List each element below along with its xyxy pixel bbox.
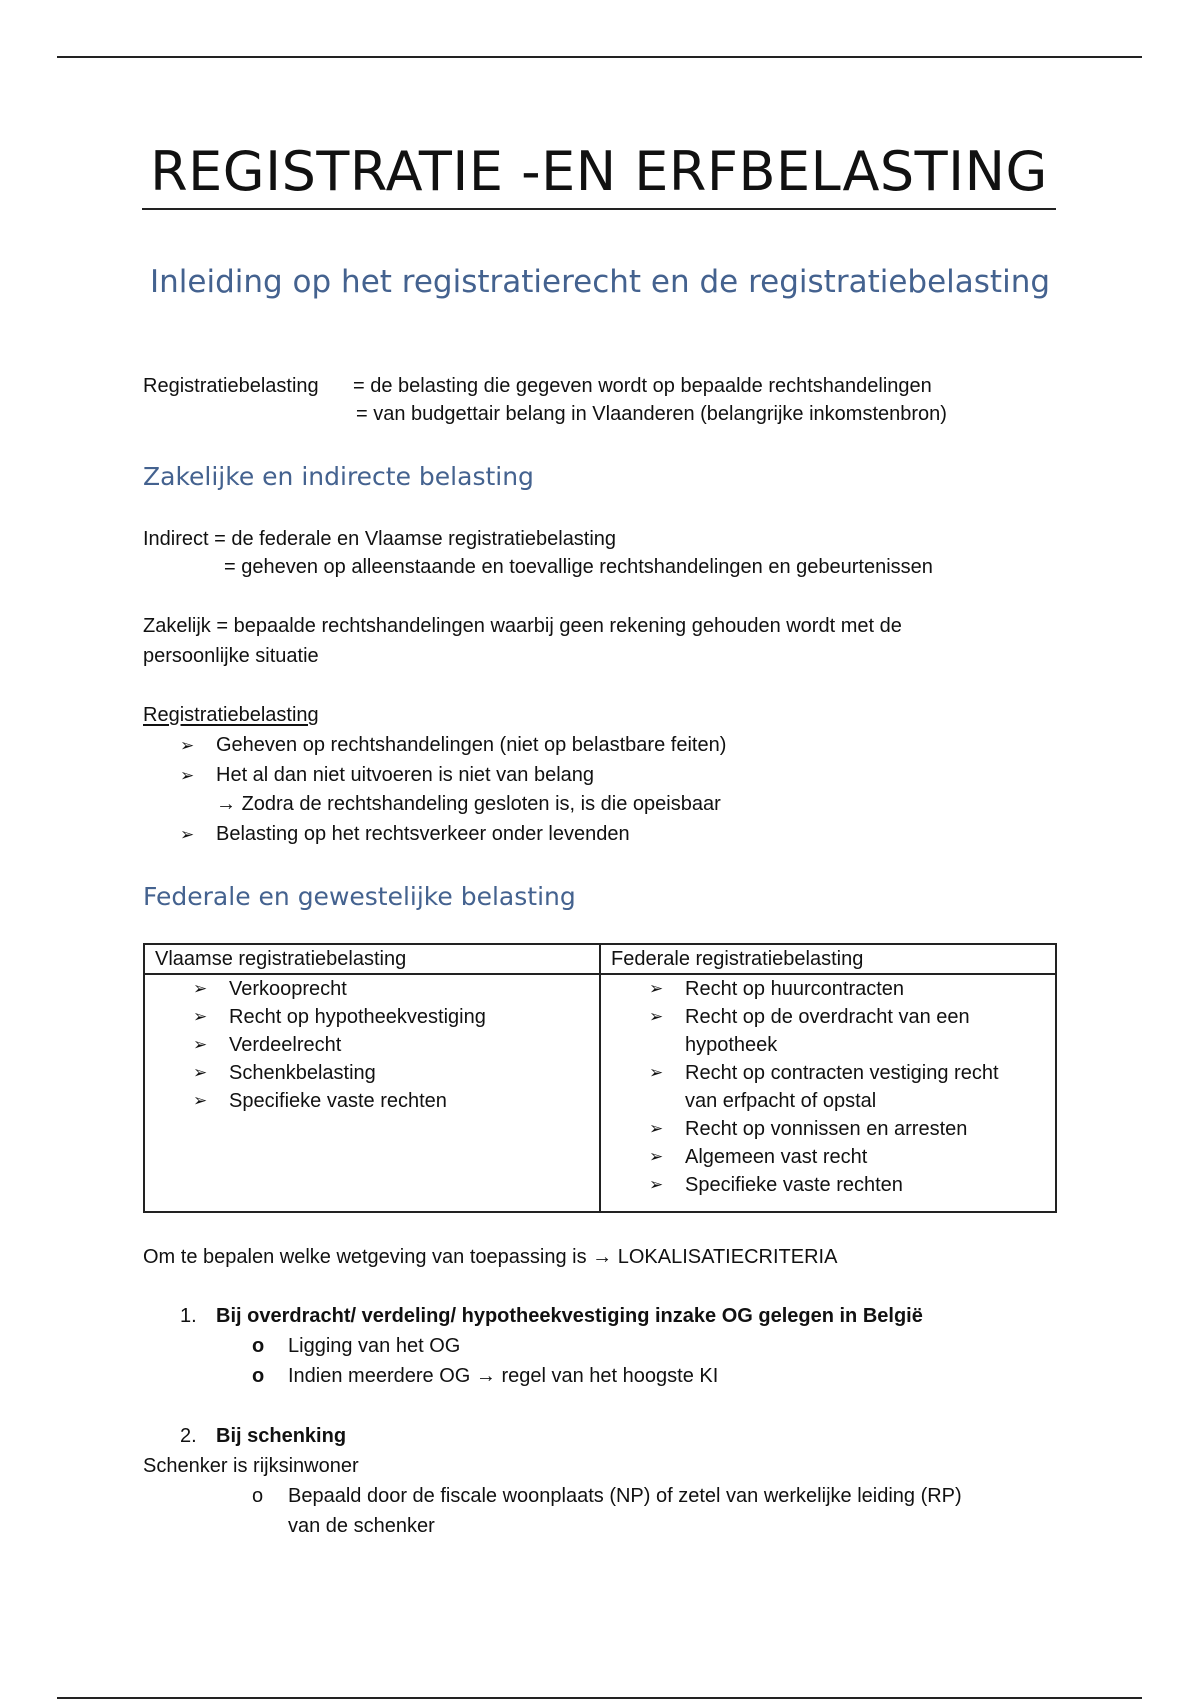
bullet-arrow-icon: ➢: [193, 1091, 208, 1110]
table-list-item: ➢ Algemeen vast recht: [649, 1143, 1035, 1171]
zakelijk-line-1: Zakelijk = bepaalde rechtshandelingen waarbij geen rekening gehouden wordt met de: [143, 615, 902, 637]
bullet-arrow-icon: ➢: [193, 1007, 208, 1026]
bullet-arrow-icon: ➢: [193, 1063, 208, 1082]
table-list-item: ➢ Schenkbelasting: [193, 1059, 599, 1087]
table-list-item: ➢ Verdeelrecht: [193, 1031, 599, 1059]
table-list-item: ➢ Recht op de overdracht van een hypotheek: [649, 1003, 1035, 1059]
list-item: ➢ Belasting op het rechtsverkeer onder levenden: [180, 820, 194, 849]
heading-federaal: Federale en gewestelijke belasting: [143, 882, 576, 911]
sub-item: o Indien meerdere OG → regel van het hoogste KI: [252, 1365, 719, 1387]
circle-bullet-icon: o: [252, 1485, 264, 1507]
bullet-arrow-icon: ➢: [193, 1035, 208, 1054]
circle-bullet-icon: o: [252, 1365, 265, 1387]
right-arrow-icon: →: [216, 793, 236, 815]
list-title: Registratiebelasting: [143, 704, 319, 726]
bullet-arrow-icon: ➢: [649, 1147, 664, 1166]
comparison-table: [143, 943, 1057, 1213]
item-number: 2.: [180, 1425, 197, 1447]
top-rule: [57, 56, 1142, 58]
heading-zakelijk: Zakelijke en indirecte belasting: [143, 462, 534, 491]
intro-term: Registratiebelasting: [143, 375, 319, 397]
bullet-arrow-icon: ➢: [180, 736, 195, 755]
right-arrow-icon: →: [475, 1365, 496, 1387]
document-title: REGISTRATIE -EN ERFBELASTING: [142, 140, 1056, 210]
table-cell-vlaams: [144, 974, 600, 1212]
arrow-note: → Zodra de rechtshandeling gesloten is, is die opeisbaar: [216, 793, 721, 815]
intro-def-2: = van budgettair belang in Vlaanderen (belangrijke inkomstenbron): [356, 403, 947, 425]
table-list-item: ➢ Recht op hypotheekvestiging: [193, 1003, 599, 1031]
table-list-item: ➢ Recht op vonnissen en arresten: [649, 1115, 1035, 1143]
bullet-arrow-icon: ➢: [193, 979, 208, 998]
criteria-value: LOKALISATIECRITERIA: [617, 1246, 838, 1268]
table-list-item: ➢ Recht op huurcontracten: [649, 975, 1035, 1003]
bullet-arrow-icon: ➢: [180, 825, 195, 844]
right-arrow-icon: →: [592, 1246, 613, 1268]
item-label: Bij schenking: [216, 1425, 347, 1447]
zakelijk-line-2: persoonlijke situatie: [143, 645, 319, 667]
item-label: Bij overdracht/ verdeling/ hypotheekvestiging inzake OG gelegen in België: [216, 1305, 923, 1327]
circle-bullet-icon: o: [252, 1335, 265, 1357]
item-number: 1.: [180, 1305, 197, 1327]
bottom-rule: [57, 1697, 1142, 1699]
sub-item: o Ligging van het OG: [252, 1335, 461, 1357]
list-item: ➢ Geheven op rechtshandelingen (niet op belastbare feiten): [180, 731, 194, 760]
bullet-arrow-icon: ➢: [649, 1007, 664, 1026]
bullet-arrow-icon: ➢: [180, 766, 195, 785]
intro-def-1: = de belasting die gegeven wordt op bepaalde rechtshandelingen: [353, 375, 932, 397]
heading-intro: Inleiding op het registratierecht en de registratiebelasting: [149, 264, 1051, 300]
indirect-line-1: Indirect = de federale en Vlaamse registratiebelasting: [143, 528, 617, 550]
bullet-arrow-icon: ➢: [649, 1119, 664, 1138]
schenker-line: Schenker is rijksinwoner: [143, 1455, 359, 1477]
table-list-item: ➢ Recht op contracten vestiging recht van erfpacht of opstal: [649, 1059, 1035, 1115]
table-header-federaal: Federale registratiebelasting: [600, 944, 1056, 974]
table-header-vlaams: Vlaamse registratiebelasting: [144, 944, 600, 974]
table-list-item: ➢ Specifieke vaste rechten: [649, 1171, 1035, 1199]
bullet-arrow-icon: ➢: [649, 1175, 664, 1194]
indirect-line-2: = geheven op alleenstaande en toevallige rechtshandelingen en gebeurtenissen: [224, 556, 933, 578]
table-list-item: ➢ Specifieke vaste rechten: [193, 1087, 599, 1115]
numbered-item-2: [180, 1422, 347, 1450]
bullet-arrow-icon: ➢: [649, 979, 664, 998]
sub-item-continuation: van de schenker: [288, 1515, 435, 1537]
list-item: ➢ Het al dan niet uitvoeren is niet van belang: [180, 761, 194, 790]
criteria-line: Om te bepalen welke wetgeving van toepassing is → LOKALISATIECRITERIA: [143, 1246, 838, 1268]
sub-item: o Bepaald door de fiscale woonplaats (NP) of zetel van werkelijke leiding (RP): [252, 1485, 962, 1507]
numbered-item-1: [180, 1302, 923, 1330]
table-cell-federaal: [600, 974, 1056, 1212]
bullet-arrow-icon: ➢: [649, 1063, 664, 1082]
table-list-item: ➢ Verkooprecht: [193, 975, 599, 1003]
